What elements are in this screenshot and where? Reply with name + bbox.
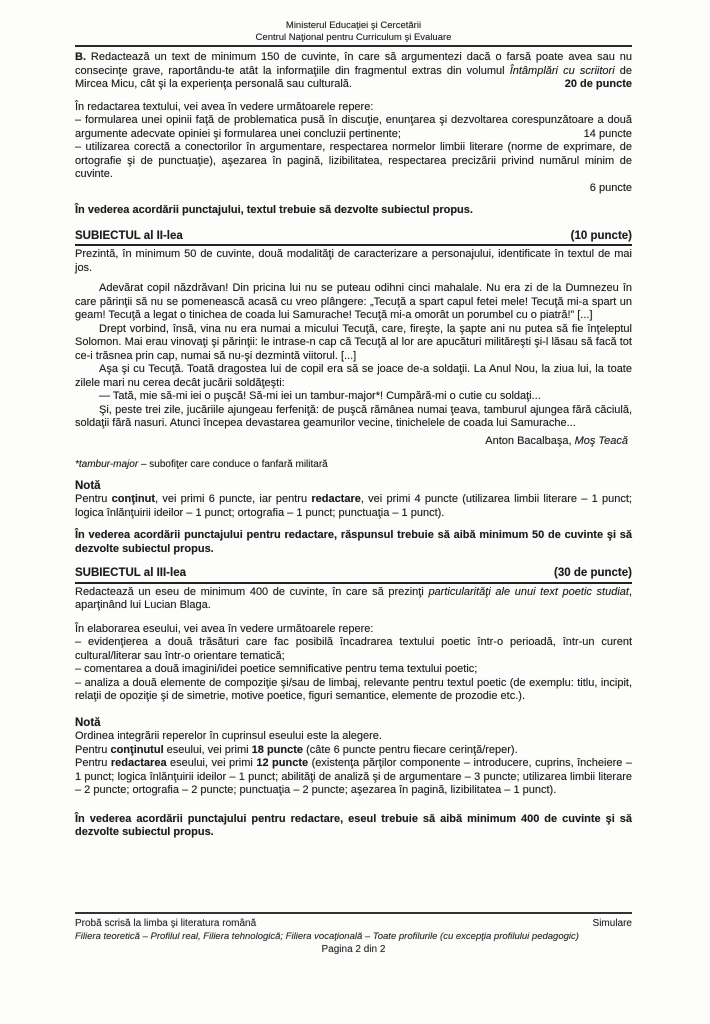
page-footer [75,912,632,956]
work-title: Moş Teacă [574,434,628,447]
part-b-label: B. [75,51,86,63]
task-text: , aparţinând lui Lucian Blaga. [75,585,633,611]
note-text: Pentru [75,493,112,505]
document-header [75,20,632,43]
task-italic: particularităţi ale unui text poetic studiat [428,585,629,598]
note-bold-18-puncte: 18 puncte [251,743,304,756]
note-text: Pentru [75,743,111,756]
note-text: (existenţa părţilor componente – introducere, cuprins, încheiere – 1 punct; logica înlănţuirii ideilor – 1 punct; abilităţi de analiză şi de argumentare – 3 puncte; utilizarea limbii literare – 2 puncte; ortografia – 2 puncte; punctuaţia – 2 puncte; aşezarea în pagină, lizibilitatea – 1 punct). [75,757,632,796]
footer-row [75,917,632,930]
passage-footnote [75,458,632,472]
note-text: Pentru [75,757,111,769]
passage-paragraph: Adevărat copil năzdrăvan! Din pricina lui nu se puteau odihni cinci mahalale. Nu era zi de la Dumnezeu în care părinţii să nu se pomenească acasă cu vreo plângere: „Tecuţă a spart capul fetei mele! Tecuţă mi-a spart un geam! Tecuţă a legat o tinichea de coada lui Samurache! Tecuţă mi-a omorât un porumbel cu o piatră!” [...] [75,282,632,321]
passage-paragraph: Drept vorbind, însă, vina nu era numai a micului Tecuţă, care, fireşte, la şapte ani nu putea să fie înţeleptul Solomon. Mai erau vinovaţi şi părinţii: le intrase-n cap că Tecuţă al lor are apucături milităreşti şi-l lăsau să facă tot ce-i trăsnea prin cap, numai să nu-şi dezmintă viitorul. [...] [75,322,632,362]
passage-paragraph: Şi, peste trei zile, jucăriile ajungeau ferfeniţă: de puşcă rămânea numai ţeava, tamburul ajungea fără căciulă, soldaţii fără nasuri. Atunci începea devastarea geamurilor vecine, tinichelele de coada lui Samurache... [75,403,632,429]
bullet-1-points: 14 puncte [583,127,632,140]
subject2-task: Prezintă, în minimum 50 de cuvinte, două modalităţi de caracterizare a personajului, identificate în textul de mai jos. [75,248,632,274]
subject2-requirement: În vederea acordării punctajului pentru redactare, răspunsul trebuie să aibă minimum 50 de cuvinte şi să dezvolte subiectul propus. [75,529,632,555]
header-divider [75,45,632,47]
bullet-1-text: – formularea unei opinii faţă de problematica pusă în discuţie, enunţarea şi dezvoltarea corespunzătoare a două argumente adecvate opiniei şi formularea unei concluzii pertinente; [75,114,632,140]
part-b-requirement: În vederea acordării punctajului, textul trebuie să dezvolte subiectul propus. [75,204,473,216]
note-text: , vei primi 6 puncte, iar pentru [155,493,312,505]
note-bold-continut: conţinut [111,493,156,505]
exam-name: Probă scrisă la limba şi literatura română [75,918,257,929]
criteria-bullet-2 [75,141,632,182]
subject2-header [75,230,632,247]
literary-passage [75,282,632,431]
part-b-points: 20 de puncte [564,78,632,90]
volume-title: Întâmplări cu scriitori [509,64,615,77]
exam-type: Simulare [592,918,632,929]
subject3-note-title: Notă [75,716,101,729]
subject3-task [75,586,632,613]
ministry-name: Ministerul Educaţiei şi Cercetării [285,20,422,31]
part-b-criteria [75,101,632,196]
subject3-header [75,567,632,584]
note-bold-redactarea: redactarea [110,757,167,769]
subject2-title: SUBIECTUL al II-lea [75,229,183,242]
note-text: , vei primi 4 puncte (utilizarea limbii literare – 1 punct; logica înlănţuirii ideilor – 1 punct; ortografia – 1 punct; punctuaţia – 1 punct). [75,493,632,519]
subject3-note-line1: Ordinea integrării reperelor în cuprinsul eseului este la alegere. [75,730,382,742]
criteria-bullet: – evidenţierea a două trăsături care fac posibilă încadrarea textului poetic într-o perioadă, într-un curent cultural/literar sau într-o orientare tematică; [75,636,632,662]
page-number: Pagina 2 din 2 [321,944,386,955]
note-bold-continutul: conţinutul [110,743,164,756]
passage-attribution [75,435,632,449]
subject3-points: (30 de puncte) [554,567,632,579]
note-text: (câte 6 puncte pentru fiecare cerinţă/reper). [303,743,518,756]
criteria-bullet: – comentarea a două imagini/idei poetice semnificative pentru tema textului poetic; [75,663,478,675]
subject3-note-content [75,744,632,758]
criteria-bullet-1 [75,114,632,141]
criteria-intro: În elaborarea eseului, vei avea în vedere următoarele repere: [75,622,374,635]
subject3-note-redaction [75,757,632,798]
criteria-bullet: – analiza a două elemente de compoziţie şi/sau de limbaj, relevante pentru textul poetic (de exemplu: titlu, incipit, relaţii de opoziţie şi de simetrie, motive poetice, figuri semantice, elemente de prozodie etc.). [75,676,632,702]
footnote-term: *tambur-major [75,459,139,470]
subject3-title: SUBIECTUL al III-lea [75,567,186,579]
subject2-points: (10 puncte) [570,229,632,242]
subject3-criteria [75,623,632,704]
exam-profile: Filiera teoretică – Profilul real, Filiera tehnologică; Filiera vocaţională – Toate profilurile (cu excepţia profilului pedagogic) [75,931,579,942]
center-name: Centrul Naţional pentru Curriculum şi Evaluare [255,31,452,43]
task-text: Redactează un eseu de minimum 400 de cuvinte, în care să prezinţi [75,585,429,598]
note-text: eseului, vei primi [163,743,252,756]
part-b-task [75,51,632,92]
bullet-2-text: – utilizarea corectă a conectorilor în argumentare, respectarea normelor limbii literare (norme de exprimare, de ortografie şi de punctuaţie), aşezarea în pagină, lizibilitatea, respectarea precizării privind numărul minim de cuvinte. [75,141,632,180]
note-text: eseului, vei primi [166,757,257,769]
subject3-requirement: În vederea acordării punctajului pentru redactare, eseul trebuie să aibă minimum 400 de cuvinte şi să dezvolte subiectul propus. [75,812,632,838]
footnote-definition: – subofiţer care conduce o fanfară militară [138,459,328,470]
author-name: Anton Bacalbaşa, [485,434,575,447]
passage-paragraph: — Tată, mie să-mi iei o puşcă! Să-mi iei un tambur-major*! Cumpără-mi o cutie cu soldaţi... [99,390,541,402]
subject2-note-title: Notă [75,479,101,492]
bullet-2-points: 6 puncte [589,181,632,194]
passage-paragraph: Aşa şi cu Tecuţă. Toată dragostea lui de copil era să se joace de-a soldaţii. La Anul Nou, la ziua lui, la toate zilele mari nu cerea decât jucării soldăţeşti: [75,363,632,389]
footer-divider [75,912,632,914]
subject2-note [75,493,632,520]
part-b-text-2: de Mircea Micu, cât şi la experienţa personală sau culturală. [75,64,633,90]
criteria-intro: În redactarea textului, vei avea în vedere următoarele repere: [75,100,374,113]
note-bold-12-puncte: 12 puncte [256,757,309,769]
part-b-text: Redactează un text de minimum 150 de cuvinte, în care să argumentezi dacă o farsă poate avea sau nu consecinţe grave, raportându-te atât la informaţiile din fragmentul extras din volumul [75,51,632,77]
note-bold-redactare: redactare [311,493,361,505]
